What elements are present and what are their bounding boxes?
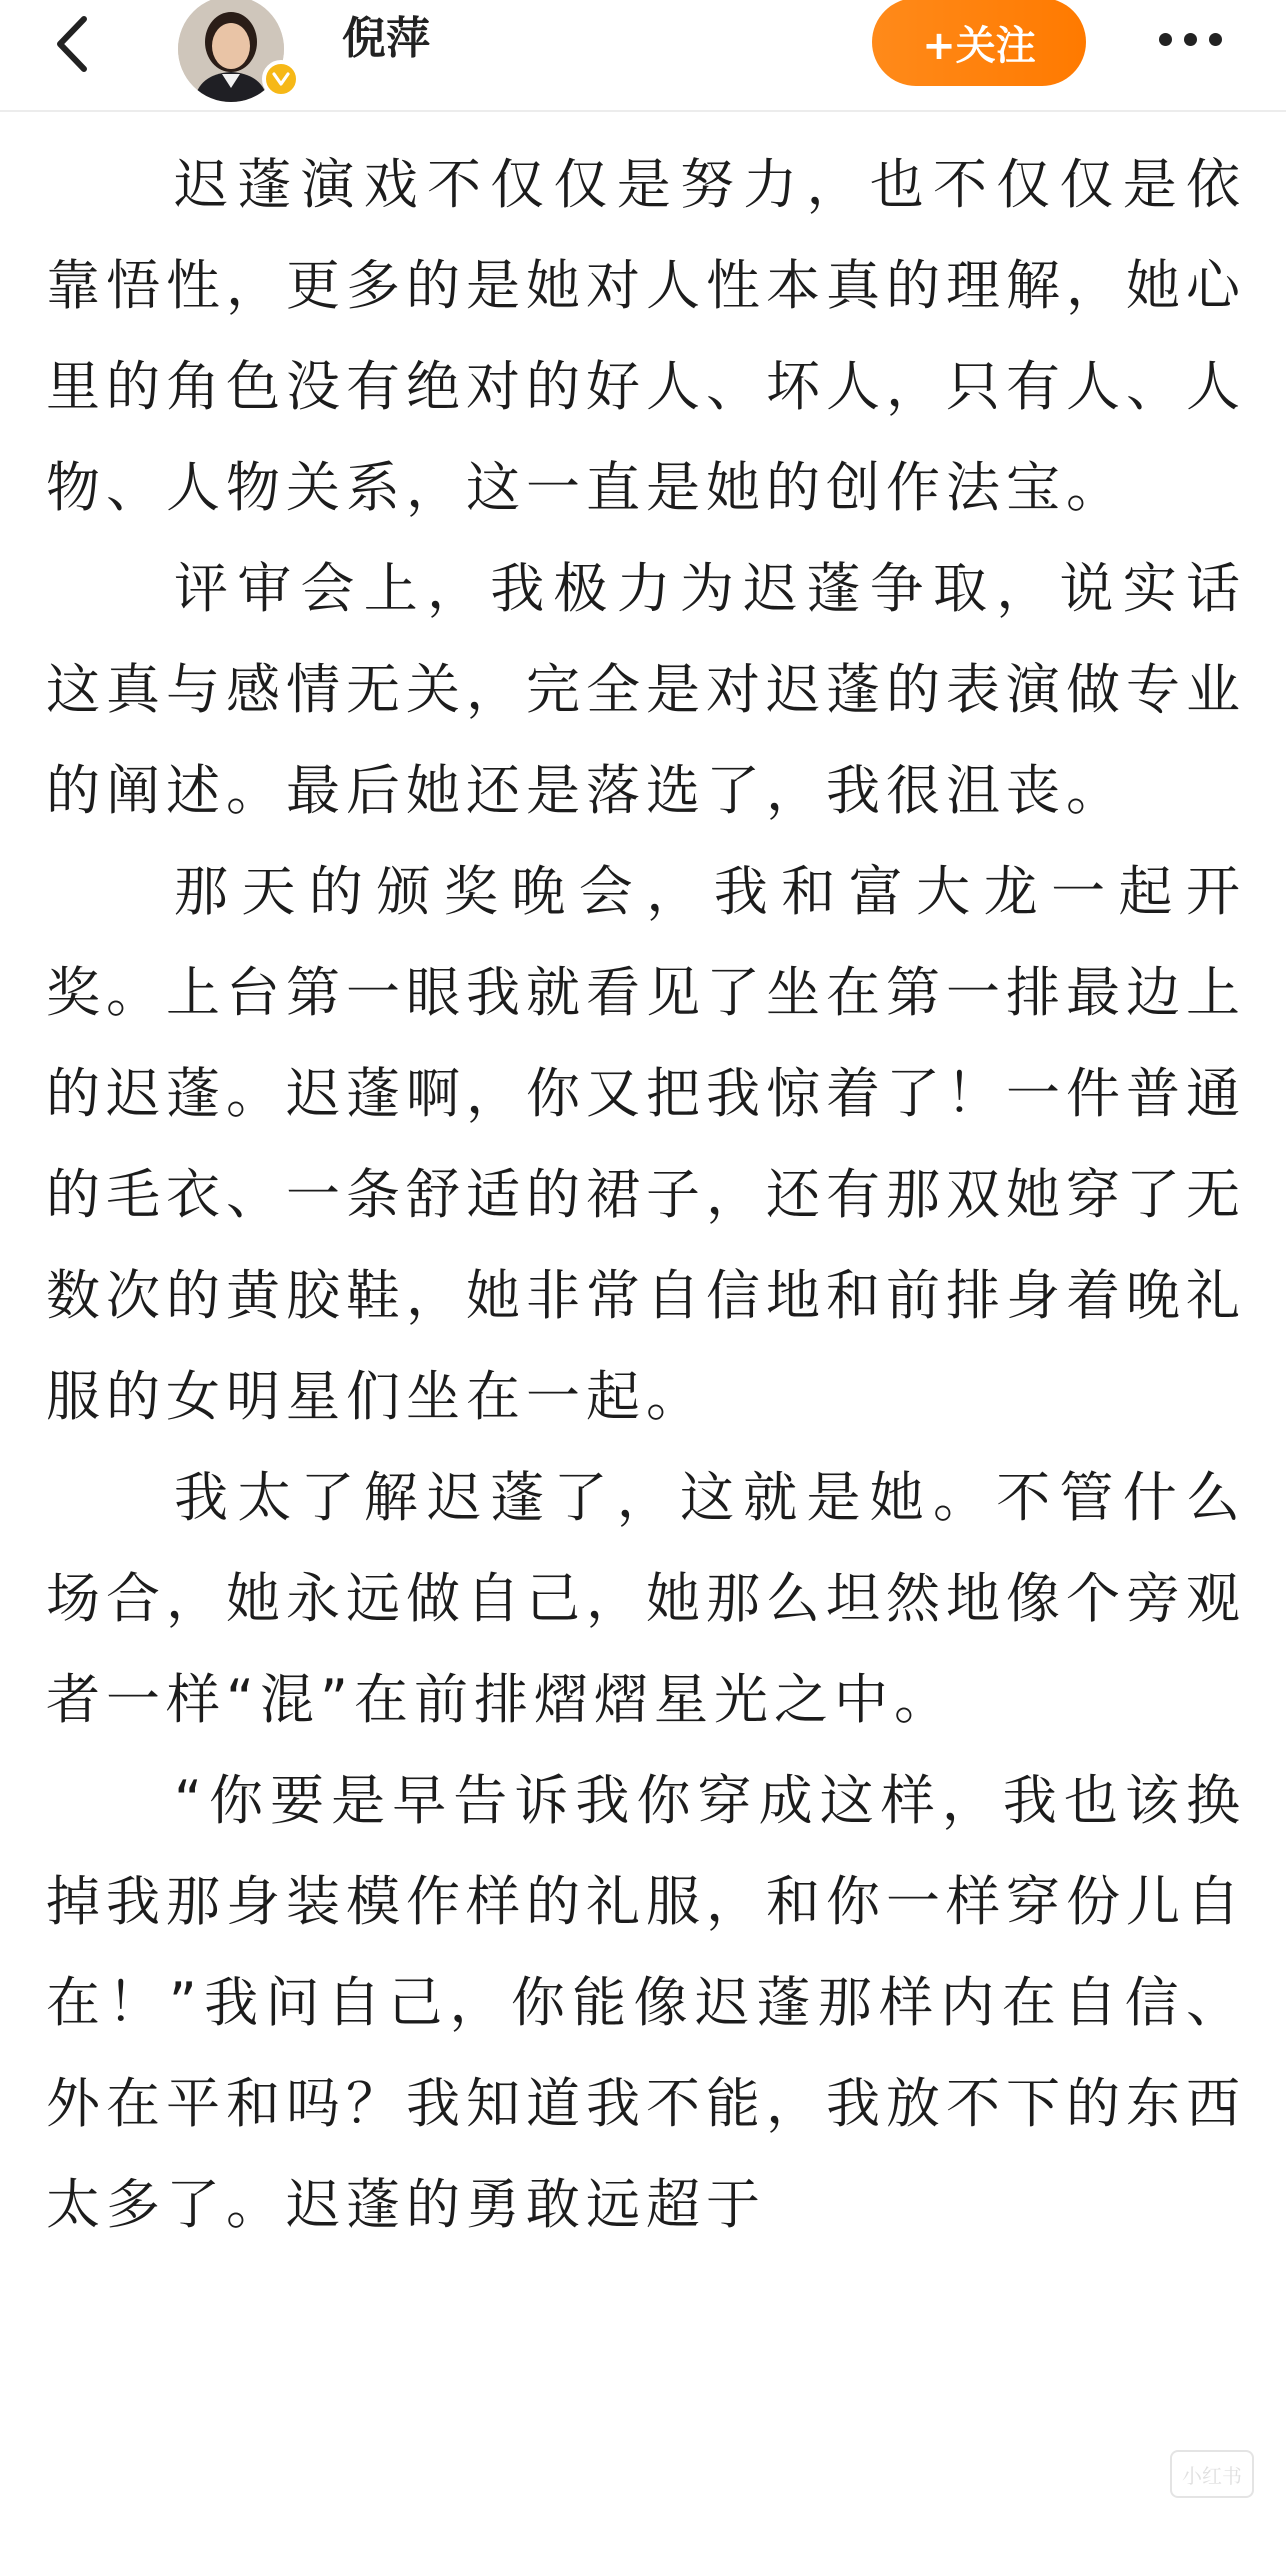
- article-body: [46, 134, 1246, 2255]
- article-paragraph: 评审会上，我极力为迟蓬争取，说实话这真与感情无关，完全是对迟蓬的表演做专业的阐述。最后她还是落选了，我很沮丧。: [46, 557, 1246, 822]
- username[interactable]: 倪萍: [342, 13, 430, 64]
- more-dots-icon[interactable]: [1140, 4, 1240, 74]
- article-paragraph: 迟蓬演戏不仅仅是努力，也不仅仅是依靠悟性，更多的是她对人性本真的理解，她心里的角色没有绝对的好人、坏人，只有人、人物、人物关系，这一直是她的创作法宝。: [46, 153, 1246, 519]
- chevron-left-icon: [54, 15, 88, 73]
- article-paragraph: “你要是早告诉我你穿成这样，我也该换掉我那身装模作样的礼服，和你一样穿份儿自在！”我问自己，你能像迟蓬那样内在自信、外在平和吗？我知道我不能，我放不下的东西太多了。迟蓬的勇敢远超于: [46, 1769, 1246, 2236]
- top-bar: [0, 0, 1286, 112]
- verified-badge-icon: [262, 60, 300, 98]
- watermark: 小红书: [1170, 2450, 1254, 2498]
- back-button[interactable]: [36, 4, 106, 84]
- article-paragraph: 我太了解迟蓬了，这就是她。不管什么场合，她永远做自己，她那么坦然地像个旁观者一样“混”在前排熠熠星光之中。: [46, 1466, 1246, 1731]
- article-paragraph: 那天的颁奖晚会，我和富大龙一起开奖。上台第一眼我就看见了坐在第一排最边上的迟蓬。迟蓬啊，你又把我惊着了！一件普通的毛衣、一条舒适的裙子，还有那双她穿了无数次的黄胶鞋，她非常自信地和前排身着晚礼服的女明星们坐在一起。: [46, 860, 1246, 1428]
- follow-button[interactable]: +关注: [872, 0, 1086, 86]
